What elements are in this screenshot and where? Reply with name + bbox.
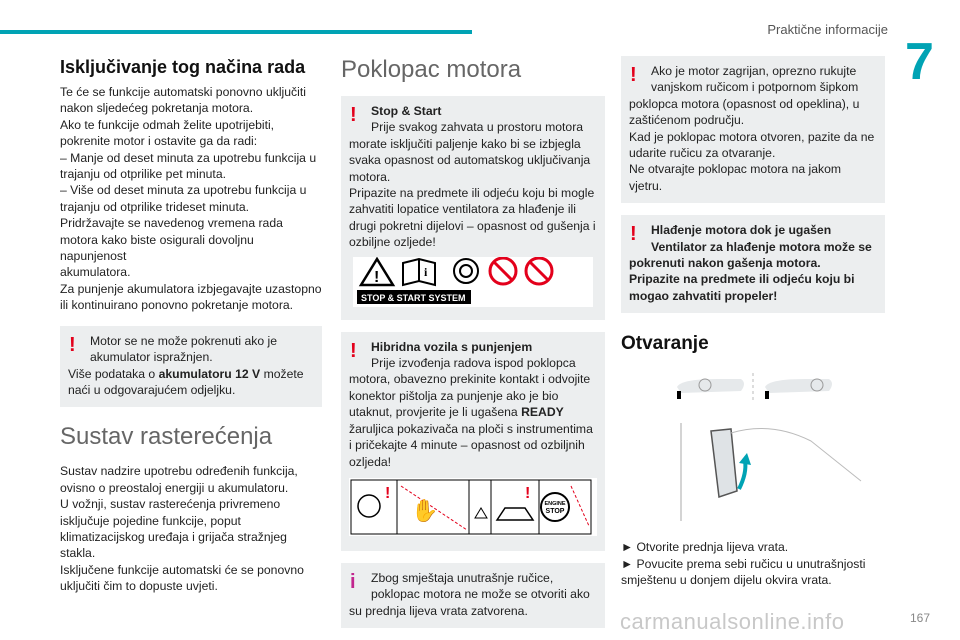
text-line: motora kako biste osigurali dovoljnu napunjenost xyxy=(60,232,254,264)
text-line: ozljeda! xyxy=(349,454,392,469)
text-line: poklopac motora ne može se otvoriti ako xyxy=(371,587,590,602)
section-title-bonnet: Poklopac motora xyxy=(341,56,522,83)
illustration-graphic xyxy=(621,361,885,531)
section-body-load-shedding xyxy=(60,463,322,594)
text-line: ozbiljne ozljede! xyxy=(349,235,436,250)
bonnet-release-illustration xyxy=(621,361,885,531)
box-heading: Stop & Start xyxy=(371,104,442,118)
warning-icon: ! xyxy=(69,333,76,356)
hybrid-warning-sticker xyxy=(349,478,597,536)
sticker-graphic xyxy=(349,478,597,536)
text-line xyxy=(68,366,314,382)
engine-stop-button-icon xyxy=(541,493,569,521)
text-line: Za punjenje akumulatora izbjegavajte uzastopno xyxy=(60,281,322,296)
text-line: žaruljica pokazivača na ploči s instrumentima xyxy=(349,421,593,436)
text-line: uključiti čim to dopuste uvjeti. xyxy=(60,579,218,594)
text-line: akumulator ispražnjen. xyxy=(90,350,213,365)
text-line: Pridržavajte se navedenog vremena rada xyxy=(60,216,283,231)
section-title-opening: Otvaranje xyxy=(621,333,709,355)
warning-icon: ! xyxy=(630,223,637,246)
text-line: ovisno o preostaloj energiji u akumulatoru. xyxy=(60,480,289,495)
instructions-opening xyxy=(621,539,885,588)
text-line: akumulatora. xyxy=(60,265,131,280)
text-line: morate isključiti paljenje kako bi se izbjegla xyxy=(349,136,581,151)
prohibition-slash xyxy=(530,262,548,280)
pull-arrow-icon xyxy=(739,461,745,489)
text-line: Pripazite na predmete ili odjeću koju bi mogle xyxy=(349,186,595,201)
text-line: su prednja lijeva vrata zatvorena. xyxy=(349,603,528,618)
body-outline xyxy=(731,429,861,482)
column-right xyxy=(621,56,885,589)
text-line: Ventilator za hlađenje motora može se xyxy=(651,239,872,254)
warning-box-stop-start xyxy=(341,96,605,320)
text-line: Motor se ne može pokrenuti ako je xyxy=(90,333,277,348)
text-line: poklopca motora (opasnost od opeklina), u xyxy=(629,96,860,111)
text-line: pokrenite motor i ostavite ga da radi: xyxy=(60,134,258,149)
section-title-disable-mode: Isključivanje tog načina rada xyxy=(60,57,306,77)
section-title-load-shedding: Sustav rasterećenja xyxy=(60,423,273,451)
text-line: ili kontinuirano ponovno pokretanje motora. xyxy=(60,298,294,313)
ready-term: READY xyxy=(521,405,564,420)
text-line: trajanju od otprilike trideset minuta. xyxy=(60,199,250,214)
box-heading: Hlađenje motora dok je ugašen xyxy=(651,223,832,238)
text-line: – Više od deset minuta za upotrebu funkcija u xyxy=(60,183,307,198)
text-line: Isključene funkcije automatski će se ponovno xyxy=(60,562,304,577)
box-heading: Hibridna vozila s punjenjem xyxy=(371,339,533,354)
text-line: motora. xyxy=(349,169,391,184)
position-marker xyxy=(677,391,681,399)
hand-icon: ✋ xyxy=(411,498,439,524)
text-line: Kad je poklopac motora otvoren, pazite da ne xyxy=(629,129,875,144)
section-body-disable-mode xyxy=(60,84,322,314)
position-marker xyxy=(765,391,769,399)
text-line: pokrenuti nakon gašenja motora. xyxy=(629,256,821,271)
text-line: trajanju od otprilike pet minuta. xyxy=(60,167,226,182)
stop-start-warning-sticker xyxy=(353,257,593,307)
text-line: Prije svakog zahvata u prostoru motora xyxy=(371,120,584,135)
text-line: Ako je motor zagrijan, oprezno rukujte xyxy=(651,64,857,78)
warning-box-hot-engine xyxy=(621,56,885,203)
exclamation-glyph: ! xyxy=(385,484,391,502)
text-line: i pričekajte 4 minute – opasnost od ozbiljnih xyxy=(349,438,585,453)
info-icon: i xyxy=(350,570,356,593)
text-line: udarite ručicu za otvaranje. xyxy=(629,146,776,161)
text-line: svaka opasnost od automatskog uključivanja xyxy=(349,153,591,168)
warning-box-cooling-fan xyxy=(621,215,885,313)
text-line: smještenu u donjem dijelu okvira vrata. xyxy=(621,573,832,588)
exclamation-glyph: ! xyxy=(525,484,531,502)
sticker-label: STOP & START SYSTEM xyxy=(361,292,466,303)
text-line: drugi pokretni dijelovi – opasnost od gušenja i xyxy=(349,218,596,233)
sticker-graphic xyxy=(353,257,601,307)
text-line xyxy=(349,404,597,420)
text-line: klimatizacijskog uređaja i grijača stražnjeg xyxy=(60,529,287,544)
text-line: konektor pištolja za punjenje ako je bio xyxy=(349,388,559,403)
text-line: Prije izvođenja radova ispod poklopca xyxy=(371,356,576,371)
info-box-door xyxy=(341,563,605,628)
battery-term: akumulatoru 12 V xyxy=(158,366,261,381)
text-line: motora, obavezno prekinite kontakt i odvojite xyxy=(349,372,591,387)
text-line: zaštićenom području. xyxy=(629,113,745,128)
text-line: stakla. xyxy=(60,546,96,561)
text-line: zahvatiti lopatice ventilatora za hlađenje ili xyxy=(349,202,576,217)
running-header: Praktične informacije xyxy=(767,22,888,37)
text-line: vanjskom ručicom i potpornom šipkom xyxy=(651,80,859,95)
fan-icon xyxy=(454,259,478,283)
instruction-step: ► Otvorite prednja lijeva vrata. xyxy=(621,540,789,555)
stop-label: STOP xyxy=(545,507,565,515)
warning-icon: ! xyxy=(350,339,357,362)
prohibition-slash xyxy=(494,262,512,280)
info-glyph: i xyxy=(424,264,428,279)
text-line: Te će se funkcije automatski ponovno uključiti xyxy=(60,85,306,99)
bonnet-release-handle xyxy=(711,429,737,497)
column-middle xyxy=(341,56,605,640)
chapter-number: 7 xyxy=(905,33,934,91)
text-line: mogao zahvatiti propeler! xyxy=(629,288,778,303)
fan-hub xyxy=(460,265,472,277)
column-left xyxy=(60,56,322,595)
text-line: isključuje pojedine funkcije, poput xyxy=(60,513,241,528)
watermark: carmanualsonline.info xyxy=(620,609,845,634)
arrow-head xyxy=(739,453,751,465)
text-line: nakon sljedećeg pokretanja motora. xyxy=(60,101,254,116)
text-line: U vožnji, sustav rasterećenja privremeno xyxy=(60,497,281,512)
warning-icon: ! xyxy=(630,64,637,86)
text-fragment: utaknut, provjerite je li ugašena xyxy=(349,405,522,420)
engine-label: ENGINE xyxy=(544,500,566,507)
exclamation-glyph: ! xyxy=(374,268,380,286)
text-line: Sustav nadzire upotrebu određenih funkcija, xyxy=(60,464,298,479)
text-fragment: možete xyxy=(260,366,304,381)
warning-box-battery xyxy=(60,326,322,408)
text-line: Ne otvarajte poklopac motora na jakom vjetru. xyxy=(629,162,842,193)
warning-icon: ! xyxy=(350,104,357,126)
text-line: naći u odgovarajućem odjeljku. xyxy=(68,382,236,397)
text-line: Ako te funkcije odmah želite upotrijebiti, xyxy=(60,117,275,132)
instruction-step: ► Povucite prema sebi ručicu u unutrašnjosti xyxy=(621,556,866,571)
text-line: – Manje od deset minuta za upotrebu funkcija u xyxy=(60,150,317,165)
text-line: Pripazite na predmete ili odjeću koju bi xyxy=(629,272,855,287)
text-fragment: Više podataka o xyxy=(68,366,159,381)
text-line: Zbog smještaja unutrašnje ručice, xyxy=(371,570,554,585)
header-accent-bar xyxy=(0,30,472,34)
warning-box-hybrid xyxy=(341,332,605,551)
page-number: 167 xyxy=(909,611,930,625)
